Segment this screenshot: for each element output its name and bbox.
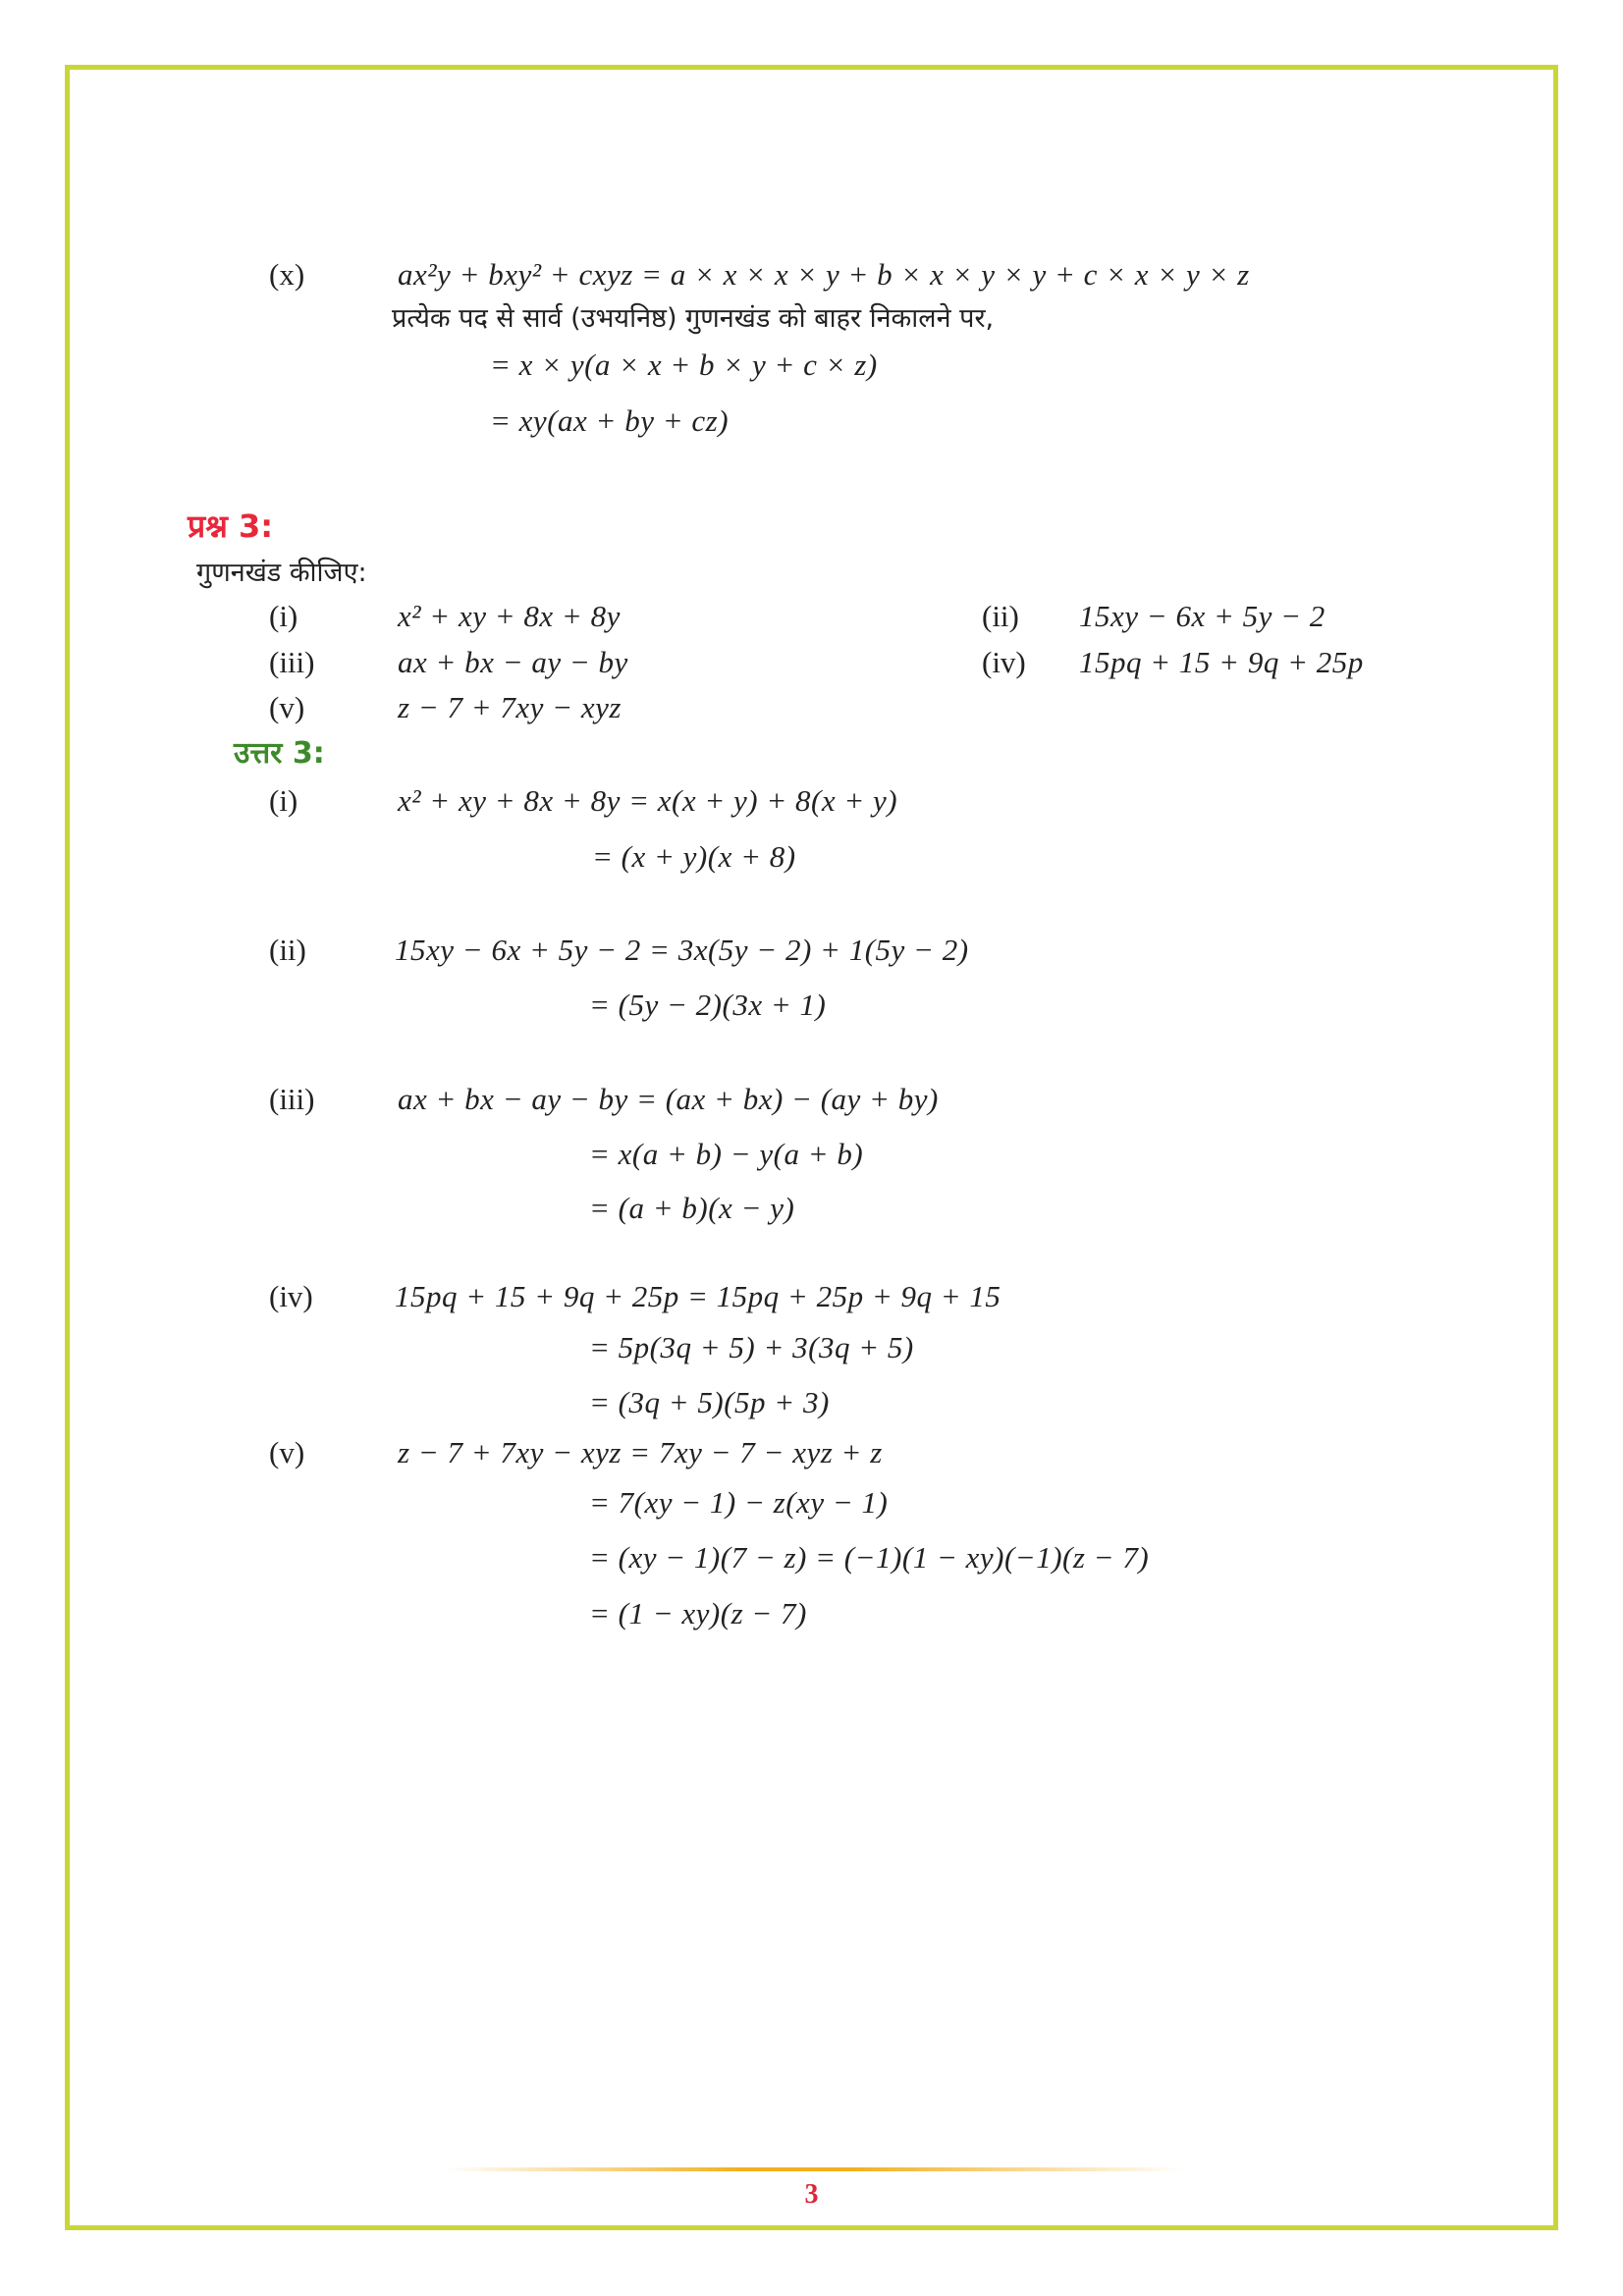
answer-line: = (xy − 1)(7 − z) = (−1)(1 − xy)(−1)(z − 7) bbox=[589, 1540, 1150, 1575]
answer-label: (v) bbox=[269, 1435, 305, 1469]
answer-label: (ii) bbox=[269, 933, 306, 967]
question-heading: प्रश्न 3: bbox=[188, 507, 274, 545]
answer-line: 15pq + 15 + 9q + 25p = 15pq + 25p + 9q + 15 bbox=[395, 1279, 1001, 1313]
item-label: (v) bbox=[269, 690, 305, 724]
part-label: (x) bbox=[269, 257, 305, 292]
item-label: (iv) bbox=[982, 645, 1026, 679]
item-expr: z − 7 + 7xy − xyz bbox=[398, 690, 622, 724]
answer-line: = (5y − 2)(3x + 1) bbox=[589, 988, 827, 1022]
answer-line: = (a + b)(x − y) bbox=[589, 1191, 795, 1225]
answer-label: (i) bbox=[269, 783, 298, 818]
note-text: प्रत्येक पद से सार्व (उभयनिष्ठ) गुणनखंड को बाहर निकालने पर, bbox=[392, 303, 995, 334]
answer-line: = (3q + 5)(5p + 3) bbox=[589, 1385, 830, 1419]
answer-line: = x(a + b) − y(a + b) bbox=[589, 1137, 864, 1171]
answer-line: = 5p(3q + 5) + 3(3q + 5) bbox=[589, 1330, 914, 1364]
answer-label: (iii) bbox=[269, 1082, 315, 1116]
footer-divider bbox=[447, 2167, 1183, 2171]
math-line: = x × y(a × x + b × y + c × z) bbox=[490, 347, 878, 382]
item-expr: x² + xy + 8x + 8y bbox=[398, 599, 621, 633]
math-line: = xy(ax + by + cz) bbox=[490, 403, 730, 438]
answer-line: x² + xy + 8x + 8y = x(x + y) + 8(x + y) bbox=[398, 783, 898, 818]
answer-line: ax + bx − ay − by = (ax + bx) − (ay + by) bbox=[398, 1082, 939, 1116]
item-label: (i) bbox=[269, 599, 298, 633]
item-label: (iii) bbox=[269, 645, 315, 679]
item-label: (ii) bbox=[982, 599, 1019, 633]
question-instruction: गुणनखंड कीजिए: bbox=[196, 558, 367, 588]
answer-line: = (1 − xy)(z − 7) bbox=[589, 1596, 807, 1630]
answer-heading: उत्तर 3: bbox=[234, 736, 325, 771]
answer-line: z − 7 + 7xy − xyz = 7xy − 7 − xyz + z bbox=[398, 1435, 883, 1469]
math-line: ax²y + bxy² + cxyz = a × x × x × y + b × x × y × y + c × x × y × z bbox=[398, 257, 1250, 292]
answer-line: = 7(xy − 1) − z(xy − 1) bbox=[589, 1485, 889, 1520]
answer-line: = (x + y)(x + 8) bbox=[592, 839, 796, 874]
answer-label: (iv) bbox=[269, 1279, 313, 1313]
item-expr: 15pq + 15 + 9q + 25p bbox=[1079, 645, 1364, 679]
item-expr: ax + bx − ay − by bbox=[398, 645, 628, 679]
item-expr: 15xy − 6x + 5y − 2 bbox=[1079, 599, 1325, 633]
page-number: 3 bbox=[804, 2179, 819, 2210]
answer-line: 15xy − 6x + 5y − 2 = 3x(5y − 2) + 1(5y − 2) bbox=[395, 933, 969, 967]
